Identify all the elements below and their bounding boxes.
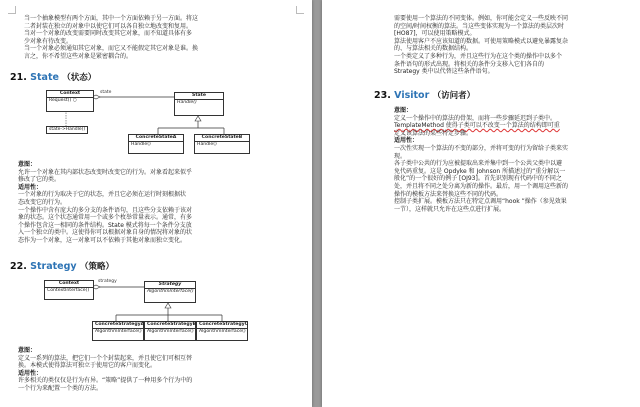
text-line: 算法使用客户不应该知道的数据。可使用策略模式以避免暴露复杂 bbox=[394, 37, 569, 45]
text-line: TemplateMethod 使得子类可以不改变一个算法的结构即可重 bbox=[394, 122, 560, 130]
heading-name: Visitor bbox=[394, 90, 430, 101]
uml-note: state->Handle() bbox=[46, 126, 88, 134]
strategy-class bbox=[144, 281, 196, 303]
class-operation: Handle() bbox=[197, 142, 217, 147]
heading-number: 23. bbox=[374, 90, 391, 101]
applicability-label: 适用性： bbox=[394, 137, 419, 145]
heading-name: Strategy bbox=[30, 261, 77, 272]
text-line: 定义一系列的算法，把它们一个个封装起来，并且使它们可相互替 bbox=[18, 354, 193, 362]
class-name: ConcreteStateA bbox=[129, 135, 183, 142]
heading-chinese: （策略） bbox=[79, 262, 114, 272]
text-line: 当对一个对象的改变需要同时改变其它对象，而不知道具体有多 bbox=[24, 30, 193, 38]
concrete-strategy-b-class bbox=[144, 321, 196, 341]
state-uml-diagram bbox=[46, 88, 243, 156]
class-name: ConcreteStrategyB bbox=[147, 322, 197, 327]
text-line: 定义该算法的某些特定步骤。 bbox=[394, 129, 473, 137]
class-operation: Request() ○ bbox=[49, 98, 77, 103]
class-name: Strategy bbox=[145, 282, 195, 289]
text-line: 的空间/时间权衡的算法。当这些变体实现为一个算法的类层次时 bbox=[394, 22, 565, 30]
intent-label: 意图： bbox=[18, 347, 37, 354]
text-line: 需要使用一个算法的不同变体。例如，你可能会定义一些反映不同 bbox=[394, 15, 569, 22]
text-line: 态作为一个对象，这一对象可以不依赖于其他对象而独立变化。 bbox=[18, 236, 187, 244]
heading-number: 21. bbox=[10, 72, 27, 83]
visitor-heading bbox=[374, 90, 475, 102]
text-line: 各子类中公共的行为应被提取出来并集中到一个公共父类中以避 bbox=[394, 160, 563, 168]
text-line: 一节），这样就只允许在这些点进行扩展。 bbox=[394, 205, 506, 213]
text-line: 言之，你不希望这些对象是紧密耦合的。 bbox=[24, 52, 133, 60]
applicability-label: 适用性： bbox=[18, 183, 43, 191]
heading-name: State bbox=[30, 72, 59, 83]
intro-paragraph bbox=[24, 15, 309, 61]
context-class bbox=[44, 280, 94, 300]
text-line: 一次性实现一个算法的不变的部分，并将可变的行为留给子类来实 bbox=[394, 144, 569, 152]
text-line: 允许一个对象在其内部状态改变时改变它的行为。对象看起来似乎 bbox=[18, 168, 193, 176]
text-line: 个操作包含这一相同的条件结构。State 模式将每一个条件分支放 bbox=[18, 221, 192, 229]
class-name: ConcreteStrategyC bbox=[199, 322, 249, 327]
text-line: 态改变它的行为。 bbox=[18, 198, 67, 206]
text-line: 当一个抽象模型有两个方面，其中一个方面依赖于另一方面。将这 bbox=[24, 15, 199, 22]
strategy-heading bbox=[10, 261, 114, 273]
text-line: 免代码重复。这是 Opdyke 和 Johnson 所描述过的“重分解以一 bbox=[394, 167, 566, 175]
class-operation: AlgorithmInterface() bbox=[199, 329, 246, 334]
left-page bbox=[0, 0, 312, 407]
text-line: 当一个对象必须通知其它对象，而它又不能假定其它对象是谁。换 bbox=[24, 45, 199, 53]
text-line: Strategy 类中以代替这些条件语句。 bbox=[394, 68, 494, 76]
heading-number: 22. bbox=[10, 261, 27, 272]
text-line: 定义一个操作中的算法的骨架，而将一些步骤延迟到子类中。 bbox=[394, 114, 557, 122]
text-line: 般化”的一个很好的例子 [OJ93]。首先识别现有代码中的不同之 bbox=[394, 175, 562, 183]
association-label: state bbox=[100, 90, 112, 95]
text-line: 一个行为来配置一个类的方法。 bbox=[18, 384, 103, 392]
concrete-strategy-a-class bbox=[92, 321, 144, 341]
crop-mark bbox=[8, 6, 16, 14]
class-operation: AlgorithmInterface() bbox=[147, 329, 194, 334]
class-operation: AlgorithmInterface() bbox=[95, 329, 142, 334]
intent-label: 意图： bbox=[394, 107, 413, 114]
visitor-description bbox=[394, 107, 634, 213]
text-line: 处，并且将不同之处分离为新的操作。最后，用一个调用这些新的 bbox=[394, 182, 569, 190]
text-line: 许多相关的类仅仅是行为有异。“策略”提供了一种用多个行为中的 bbox=[18, 377, 193, 385]
text-line: 现。 bbox=[394, 152, 407, 160]
concrete-strategy-c-class bbox=[196, 321, 248, 341]
class-name: Context bbox=[47, 91, 93, 98]
text-line: 入一个独立的类中。这使得你可以根据对象自身的情况将对象的状 bbox=[18, 229, 193, 237]
text-line: [HO87]，可以使用策略模式。 bbox=[394, 30, 476, 38]
class-name: State bbox=[175, 93, 223, 100]
text-line: 象的状态。这个状态通常用一个或多个枚举常量表示。通常，有多 bbox=[18, 214, 193, 222]
class-operation: Handle() bbox=[177, 100, 197, 105]
text-line: 一个对象的行为取决于它的状态，并且它必须在运行时刻根据状 bbox=[18, 191, 187, 199]
strategy-description bbox=[18, 347, 308, 393]
class-operation: Handle() bbox=[131, 142, 151, 147]
text-line: 的、与算法相关的数据结构。 bbox=[394, 45, 473, 53]
applicability-label: 适用性： bbox=[18, 369, 43, 377]
text-line: 二者封装在独立的对象中以使它们可以各自独立地改变和复用。 bbox=[24, 22, 193, 30]
state-class bbox=[174, 92, 224, 116]
class-operation: ContextInterface() bbox=[47, 288, 90, 293]
association-label: strategy bbox=[98, 279, 117, 284]
right-page bbox=[322, 0, 640, 407]
class-name: ConcreteStrategyA bbox=[95, 322, 145, 327]
heading-chinese: （状态） bbox=[62, 73, 97, 83]
text-line: 条件语句的形式出现。将相关的条件分支移入它们各自的 bbox=[394, 60, 545, 68]
state-heading bbox=[10, 72, 96, 84]
class-operation: AlgorithmInterface() bbox=[147, 289, 194, 294]
text-line: 控制子类扩展。模板方法只在特定点调用“hook ”操作（参见效果 bbox=[394, 198, 567, 206]
class-name: Context bbox=[45, 281, 93, 288]
text-line: 一个类定义了多种行为，并且这些行为在这个类的操作中以多个 bbox=[394, 52, 563, 60]
concrete-state-a-class bbox=[128, 134, 184, 154]
heading-chinese: （访问者） bbox=[432, 91, 476, 101]
strategy-continued-paragraph bbox=[394, 15, 634, 76]
text-line: 换。本模式使得算法可独立于使用它的客户而变化。 bbox=[18, 362, 157, 370]
crop-mark bbox=[296, 6, 304, 14]
text-line: 操作的模板方法来替换这些不同的代码。 bbox=[394, 190, 503, 198]
text-line: 一个操作中含有庞大的多分支的条件语句，且这些分支依赖于该对 bbox=[18, 206, 193, 214]
strategy-uml-diagram bbox=[44, 277, 249, 343]
text-line: 少对象有待改变。 bbox=[24, 37, 73, 45]
class-name: ConcreteStateB bbox=[195, 135, 249, 142]
state-description bbox=[18, 161, 308, 245]
intent-label: 意图： bbox=[18, 161, 37, 168]
context-class bbox=[46, 90, 94, 112]
text-line: 修改了它的类。 bbox=[18, 176, 61, 184]
concrete-state-b-class bbox=[194, 134, 250, 154]
